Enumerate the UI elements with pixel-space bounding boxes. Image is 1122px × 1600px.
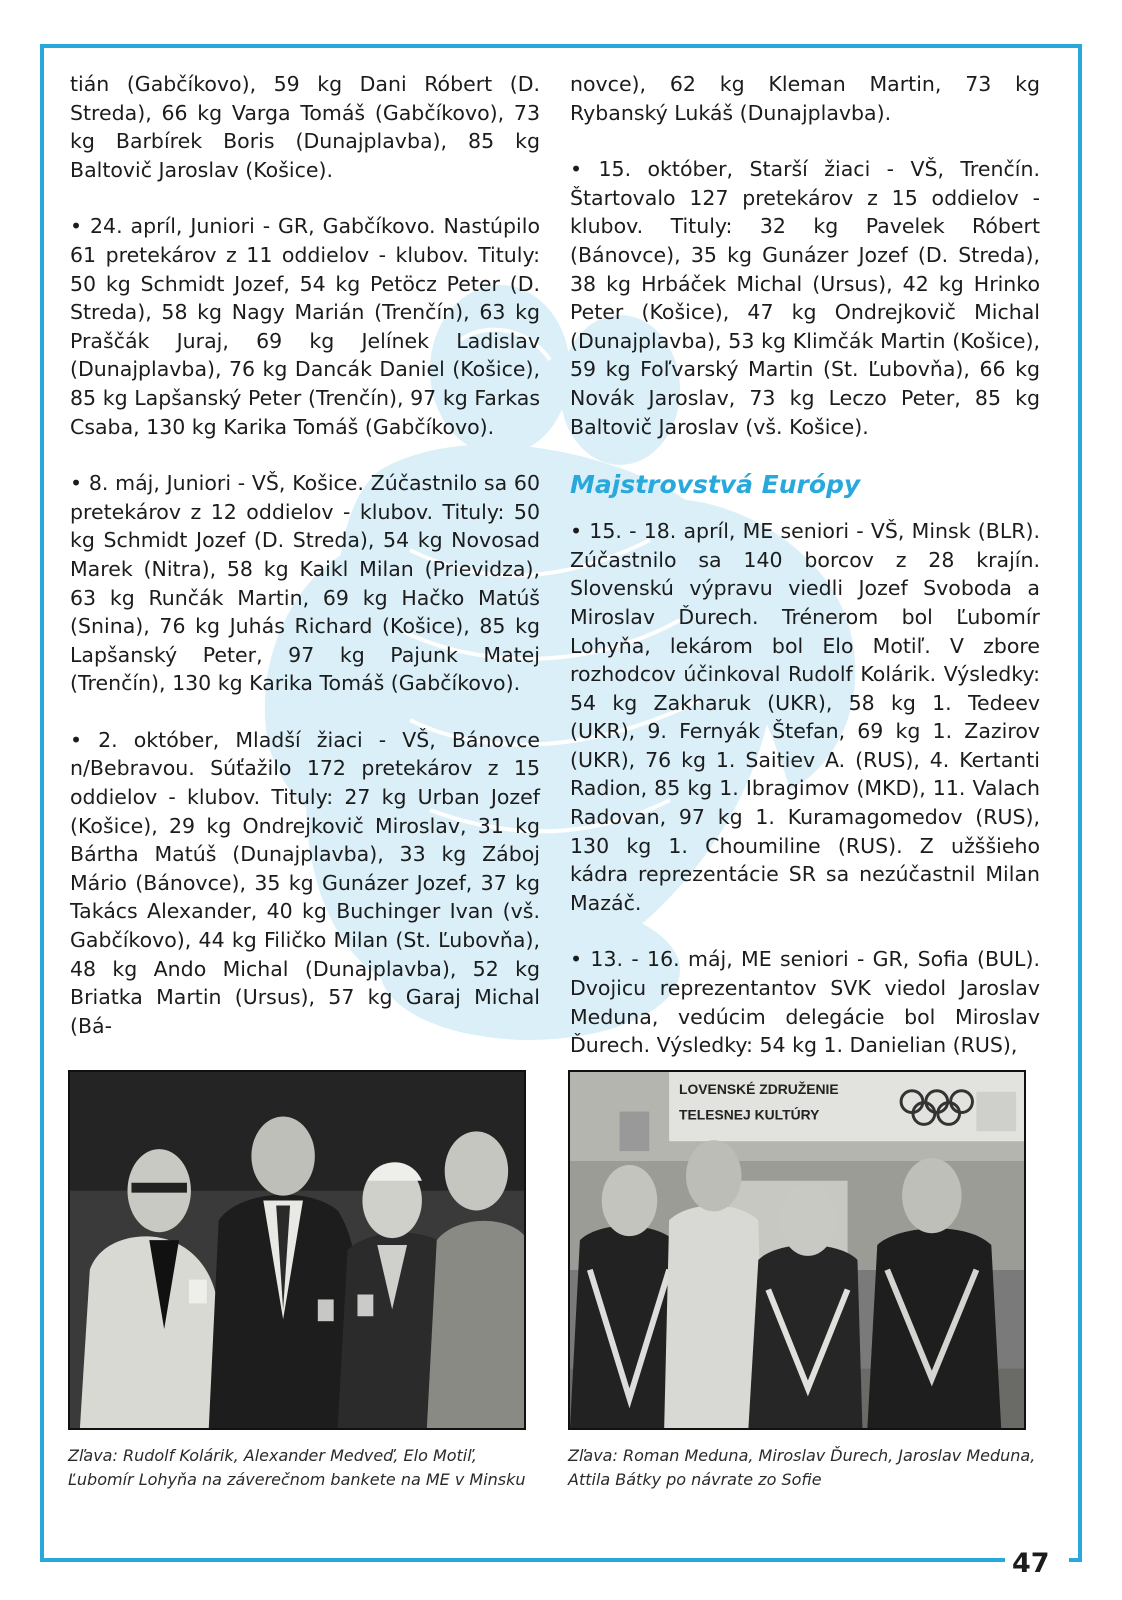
left-paragraph-4: • 2. október, Mladší žiaci - VŠ, Bánovce n/Bebravou. Súťažilo 172 pretekárov z 15 oddielov - klubov. Tituly: 27 kg Urban Jozef (Košice), 29 kg Ondrejkovič Miroslav, 31 kg Bártha Matúš (Dunajplavba), 33 kg Záboj Mário (Bánovce), 35 kg Gunázer Jozef, 37 kg Takács Alexander, 40 kg Buchinger Ivan (vš. Gabčíkovo), 44 kg Filičko Milan (St. Ľubovňa), 48 kg Ando Michal (Dunajplavba), 52 kg Briatka Martin (Ursus), 57 kg Garaj Michal (Bá- xyxy=(70,727,540,1038)
left-text-column xyxy=(70,70,540,1040)
sign-line-1: LOVENSKÉ ZDRUŽENIE xyxy=(679,1080,839,1097)
right-paragraph-3: • 15. - 18. apríl, ME seniori - VŠ, Minsk (BLR). Zúčastnilo sa 140 borcov z 28 krajín. Slovenskú výpravu viedli Jozef Svoboda a Miroslav Ďurech. Trénerom bol Ľubomír Lohyňa, lekárom bol Elo Motiľ. V zbore rozhodcov účinkoval Rudolf Kolárik. Výsledky: 54 kg Zakharuk (UKR), 58 kg 1. Tedeev (UKR), 9. Fernyák Štefan, 69 kg 1. Zazirov (UKR), 76 kg 1. Saitiev A. (RUS), 4. Kertanti Radion, 85 kg 1. Ibragimov (MKD), 11. Valach Radovan, 97 kg 1. Kuramagomedov (RUS), 130 kg 1. Choumiline (RUS). Z užššieho kádra reprezentácie SR sa nezúčastnil Milan Mazáč. xyxy=(570,519,1040,915)
right-paragraph-2: • 15. október, Starší žiaci - VŠ, Trenčín. Štartovalo 127 pretekárov z 15 oddielov - klubov. Tituly: 32 kg Pavelek Róbert (Bánovce), 35 kg Gunázer Jozef (D. Streda), 38 kg Hrbáček Michal (Ursus), 42 kg Hrinko Peter (Košice), 47 kg Ondrejkovič Michal (Dunajplavba), 53 kg Klimčák Martin (Košice), 59 kg Foľvarský Martin (St. Ľubovňa), 66 kg Novák Jaroslav, 73 kg Leczo Peter, 85 kg Baltovič Jaroslav (vš. Košice). xyxy=(570,157,1040,439)
left-paragraph-2: • 24. apríl, Juniori - GR, Gabčíkovo. Nastúpilo 61 pretekárov z 11 oddielov - klubov. Tituly: 50 kg Schmidt Jozef, 54 kg Petöcz Peter (D. Streda), 58 kg Nagy Marián (Trenčín), 63 kg Praščák Juraj, 69 kg Jelínek Ladislav (Dunajplavba), 76 kg Dancák Daniel (Košice), 85 kg Lapšanský Peter (Trenčín), 97 kg Farkas Csaba, 130 kg Karika Tomáš (Gabčíkovo). xyxy=(70,214,540,439)
left-paragraph-3: • 8. máj, Juniori - VŠ, Košice. Zúčastnilo sa 60 pretekárov z 12 oddielov - klubov. Tituly: 50 kg Schmidt Jozef (D. Streda), 54 kg Novosad Marek (Nitra), 58 kg Kaikl Milan (Prievidza), 63 kg Runčák Martin, 69 kg Hačko Matúš (Snina), 76 kg Juhás Richard (Košice), 85 kg Lapšanský Peter, 97 kg Pajunk Matej (Trenčín), 130 kg Karika Tomáš (Gabčíkovo). xyxy=(70,471,540,696)
section-heading: Majstrovstvá Európy xyxy=(570,470,861,500)
sign-line-2: TELESNEJ KULTÚRY xyxy=(679,1106,820,1123)
right-paragraph-1: novce), 62 kg Kleman Martin, 73 kg Rybanský Lukáš (Dunajplavba). xyxy=(570,72,1040,125)
left-photo-caption: Zľava: Rudolf Kolárik, Alexander Medveď, Elo Motiľ, Ľubomír Lohyňa na záverečnom bankete na ME v Minsku xyxy=(68,1446,526,1489)
left-paragraph-1: tián (Gabčíkovo), 59 kg Dani Róbert (D. Streda), 66 kg Varga Tomáš (Gabčíkovo), 73 kg Barbírek Boris (Dunajplavba), 85 kg Baltovič Jaroslav (Košice). xyxy=(70,72,540,182)
banquet-photo xyxy=(68,1070,526,1430)
right-photo-caption: Zľava: Roman Meduna, Miroslav Ďurech, Jaroslav Meduna, Attila Bátky po návrate zo Sofie xyxy=(568,1446,1036,1489)
team-photo xyxy=(568,1070,1026,1430)
page-number: 47 xyxy=(1012,1548,1050,1579)
right-text-column xyxy=(570,70,1040,1060)
right-paragraph-4: • 13. - 16. máj, ME seniori - GR, Sofia (BUL). Dvojicu reprezentantov SVK viedol Jaroslav Meduna, vedúcim delegácie bol Miroslav Ďurech. Výsledky: 54 kg 1. Danielian (RUS), xyxy=(570,947,1040,1058)
